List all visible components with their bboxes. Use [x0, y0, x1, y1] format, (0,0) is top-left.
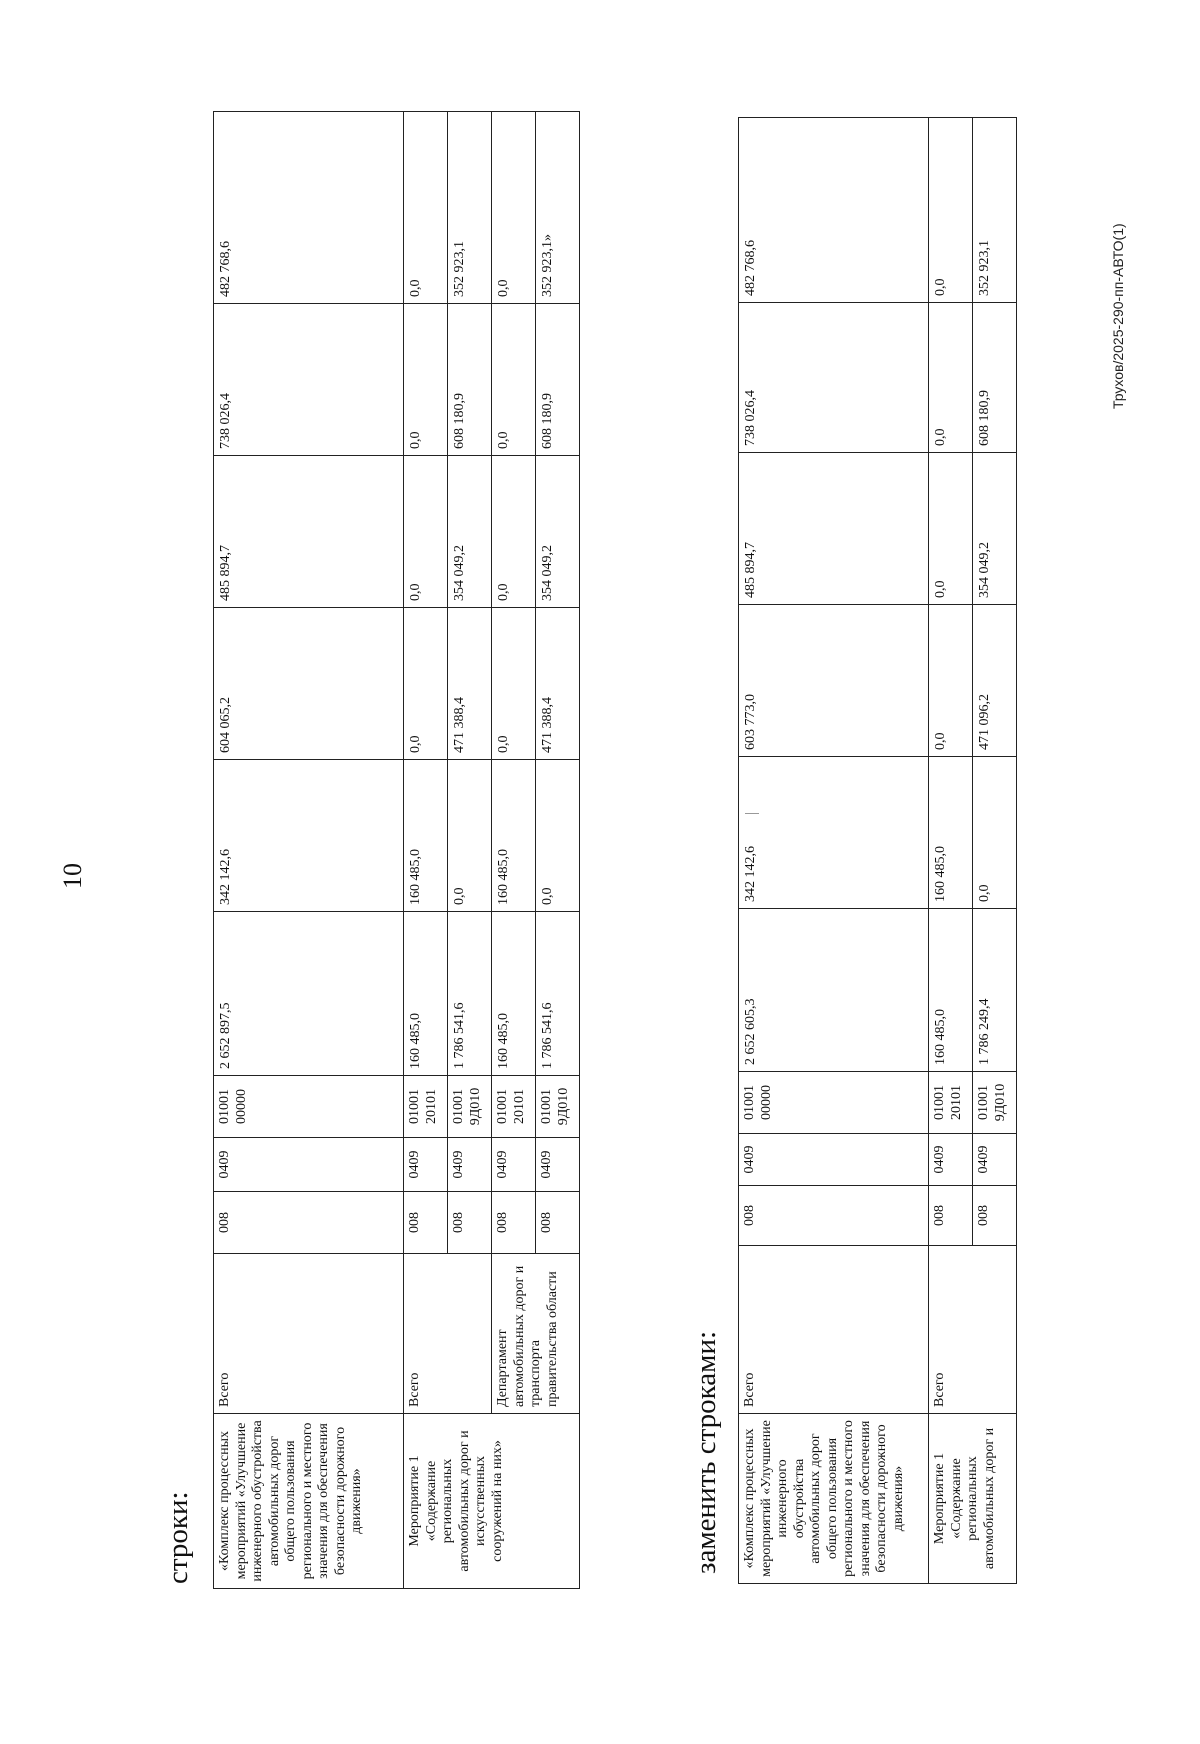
section-cell: 0409	[492, 1138, 536, 1192]
year-3-cell: 354 049,2	[536, 456, 580, 608]
source-cell: Всего	[929, 1246, 1017, 1414]
total-cell: 160 485,0	[492, 912, 536, 1076]
year-4-cell: 738 026,4	[739, 303, 929, 453]
section-cell: 0409	[739, 1134, 929, 1186]
table-old-rows	[213, 111, 580, 1589]
year-1-cell: 160 485,0	[929, 757, 973, 909]
total-cell: 1 786 541,6	[536, 912, 580, 1076]
year-2-cell: 0,0	[929, 605, 973, 757]
year-3-cell: 485 894,7	[739, 453, 929, 605]
measure-name-cell: Мероприятие 1 «Содержание региональных автомобильных дорог и	[929, 1414, 1017, 1584]
grbs-cell: 008	[214, 1192, 404, 1254]
year-3-cell: 0,0	[492, 456, 536, 608]
target-article-cell: 01001 00000	[739, 1072, 929, 1134]
year-1-cell: 0,0	[536, 760, 580, 912]
source-cell: Всего	[214, 1254, 404, 1414]
target-article-cell: 01001 9Д010	[536, 1076, 580, 1138]
grbs-cell: 008	[492, 1192, 536, 1254]
year-2-cell: 471 388,4	[536, 608, 580, 760]
year-3-cell: 0,0	[929, 453, 973, 605]
scan-mark	[745, 813, 759, 814]
year-3-cell: 485 894,7	[214, 456, 404, 608]
year-2-cell: 603 773,0	[739, 605, 929, 757]
year-1-cell: 160 485,0	[404, 760, 448, 912]
page-number: 10	[58, 863, 87, 889]
year-3-cell: 354 049,2	[973, 453, 1017, 605]
total-cell: 1 786 541,6	[448, 912, 492, 1076]
grbs-cell: 008	[929, 1186, 973, 1246]
total-cell: 160 485,0	[929, 909, 973, 1072]
grbs-cell: 008	[973, 1186, 1017, 1246]
table-row	[929, 118, 973, 1584]
total-cell: 1 786 249,4	[973, 909, 1017, 1072]
year-1-cell: 160 485,0	[492, 760, 536, 912]
year-4-cell: 738 026,4	[214, 304, 404, 456]
section-cell: 0409	[404, 1138, 448, 1192]
year-3-cell: 354 049,2	[448, 456, 492, 608]
grbs-cell: 008	[448, 1192, 492, 1254]
grbs-cell: 008	[739, 1186, 929, 1246]
source-cell: Департамент автомобильных дорог и транспорта правительства области	[492, 1254, 580, 1414]
table-row	[739, 118, 929, 1584]
target-article-cell: 01001 20101	[492, 1076, 536, 1138]
table-row	[492, 112, 536, 1589]
section-cell: 0409	[448, 1138, 492, 1192]
year-5-cell: 352 923,1	[973, 118, 1017, 303]
document-code: Трухов/2025-290-пп-АВТО(1)	[1110, 223, 1126, 409]
year-2-cell: 471 096,2	[973, 605, 1017, 757]
year-2-cell: 0,0	[492, 608, 536, 760]
target-article-cell: 01001 20101	[404, 1076, 448, 1138]
measure-name-cell: Мероприятие 1 «Содержание региональных автомобильных дорог и искусственных сооружений на них»	[404, 1414, 580, 1589]
table-new-rows	[738, 117, 1017, 1584]
total-cell: 2 652 605,3	[739, 909, 929, 1072]
year-1-cell: 342 142,6	[214, 760, 404, 912]
target-article-cell: 01001 9Д010	[448, 1076, 492, 1138]
table-row	[214, 112, 404, 1589]
source-cell: Всего	[404, 1254, 492, 1414]
year-2-cell: 471 388,4	[448, 608, 492, 760]
year-5-cell: 0,0	[404, 112, 448, 304]
year-1-cell: 342 142,6	[739, 757, 929, 909]
target-article-cell: 01001 9Д010	[973, 1072, 1017, 1134]
year-4-cell: 608 180,9	[536, 304, 580, 456]
year-4-cell: 0,0	[404, 304, 448, 456]
section-cell: 0409	[536, 1138, 580, 1192]
year-4-cell: 0,0	[492, 304, 536, 456]
year-4-cell: 608 180,9	[973, 303, 1017, 453]
year-4-cell: 0,0	[929, 303, 973, 453]
year-5-cell: 482 768,6	[739, 118, 929, 303]
year-5-cell: 482 768,6	[214, 112, 404, 304]
section-cell: 0409	[214, 1138, 404, 1192]
year-5-cell: 352 923,1»	[536, 112, 580, 304]
year-3-cell: 0,0	[404, 456, 448, 608]
table-row	[404, 112, 448, 1589]
target-article-cell: 01001 20101	[929, 1072, 973, 1134]
total-cell: 160 485,0	[404, 912, 448, 1076]
section-cell: 0409	[929, 1134, 973, 1186]
label-new-rows: заменить строками:	[690, 1330, 722, 1574]
year-4-cell: 608 180,9	[448, 304, 492, 456]
year-1-cell: 0,0	[973, 757, 1017, 909]
section-cell: 0409	[973, 1134, 1017, 1186]
complex-name-cell: «Комплекс процессных мероприятий «Улучшение инженерного обустройства автомобильных дорог общего пользования регионального и местного значения для обеспечения безопасности дорожного движения»	[214, 1414, 404, 1589]
year-5-cell: 0,0	[929, 118, 973, 303]
grbs-cell: 008	[536, 1192, 580, 1254]
year-2-cell: 0,0	[404, 608, 448, 760]
source-cell: Всего	[739, 1246, 929, 1414]
label-old-rows: строки:	[162, 1491, 194, 1584]
year-1-cell: 0,0	[448, 760, 492, 912]
year-5-cell: 352 923,1	[448, 112, 492, 304]
total-cell: 2 652 897,5	[214, 912, 404, 1076]
grbs-cell: 008	[404, 1192, 448, 1254]
complex-name-cell: «Комплекс процессных мероприятий «Улучшение инженерного обустройства автомобильных дорог общего пользования регионального и местного значения для обеспечения безопасности дорожного движения»	[739, 1414, 929, 1584]
year-5-cell: 0,0	[492, 112, 536, 304]
target-article-cell: 01001 00000	[214, 1076, 404, 1138]
year-2-cell: 604 065,2	[214, 608, 404, 760]
